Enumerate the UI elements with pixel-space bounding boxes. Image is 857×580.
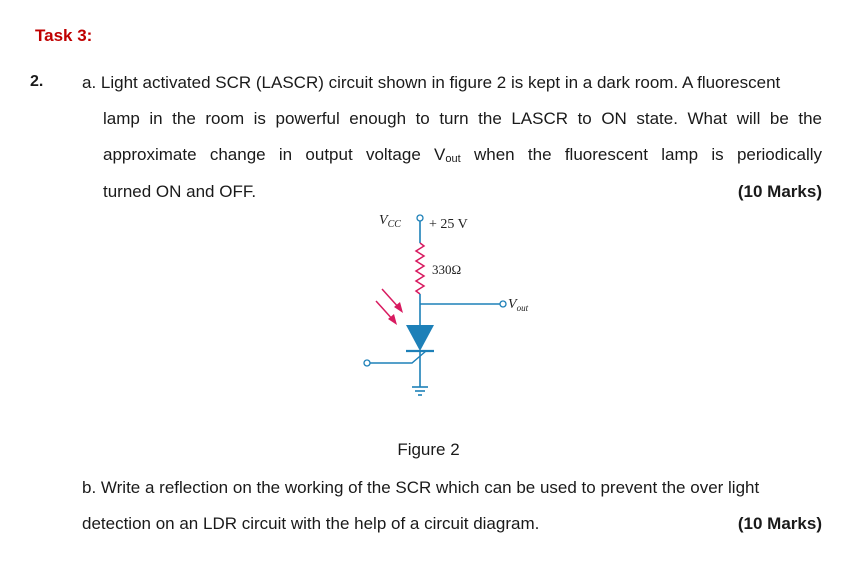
part-b-line-1: b. Write a reflection on the working of the SCR which can be used to prevent the over light (82, 478, 760, 497)
supply-voltage-label: + 25 V (429, 217, 468, 232)
gate-wire (370, 351, 426, 363)
vout-label: $V_{out}$ (508, 297, 529, 313)
supply-terminal (417, 215, 423, 221)
part-a-line-3-start: approximate change in output voltage V (103, 145, 446, 164)
vcc-label: $V_{CC}$ (379, 213, 401, 230)
lascr-symbol (406, 325, 434, 351)
part-a-line-4: turned ON and OFF. (103, 182, 257, 201)
vout-subscript: out (445, 153, 461, 165)
part-a-marks: (10 Marks) (737, 182, 822, 201)
part-a-line-3 (103, 145, 822, 169)
part-a-line-1: a. Light activated SCR (LASCR) circuit shown in figure 2 is kept in a dark room. A fluorescent (82, 73, 781, 92)
output-terminal (500, 301, 506, 307)
part-b-line-2: detection on an LDR circuit with the help of a circuit diagram. (82, 514, 540, 533)
figure-caption: Figure 2 (397, 440, 460, 459)
gate-terminal (364, 360, 370, 366)
lascr-circuit-diagram (340, 205, 560, 420)
question-number: 2. (30, 73, 44, 90)
part-b-marks: (10 Marks) (737, 514, 822, 533)
resistor-symbol (416, 243, 424, 294)
part-a-line-2: lamp in the room is powerful enough to turn the LASCR to ON state. What will be the (103, 109, 822, 128)
part-a-line-3-end: when the fluorescent lamp is periodically (460, 145, 823, 164)
resistor-label: 330Ω (432, 262, 462, 277)
task-title: Task 3: (35, 26, 93, 45)
